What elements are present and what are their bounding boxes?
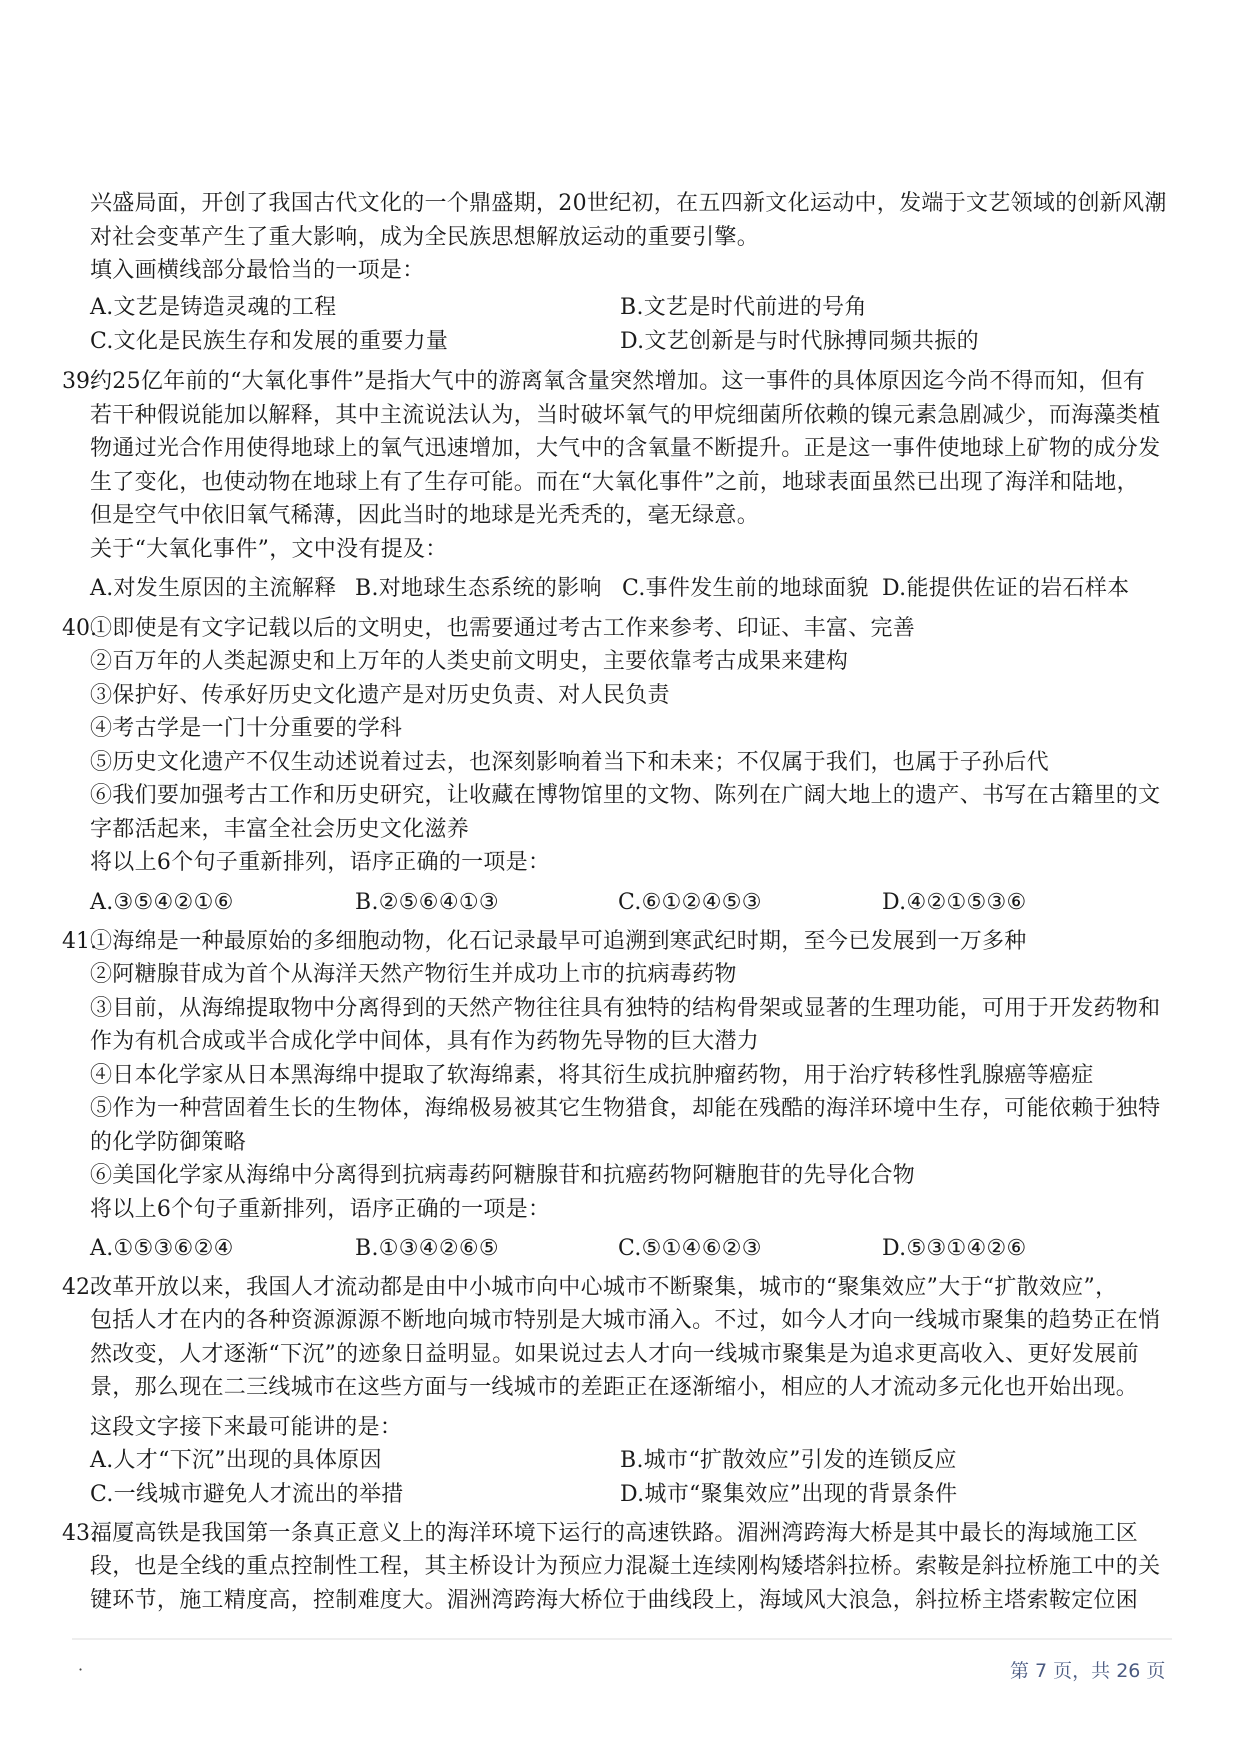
- q42-text-line: 然改变，人才逐渐“下沉”的迹象日益明显。如果说过去人才向一线城市聚集是为追求更高收入、更好发展前: [90, 1342, 1139, 1367]
- q41-option-b: B.①③④②⑥⑤: [355, 1236, 499, 1261]
- q39-text-line: 生了变化，也使动物在地球上有了生存可能。而在“大氧化事件”之前，地球表面虽然已出现了海洋和陆地，: [90, 470, 1139, 495]
- q38-option-d: D.文艺创新是与时代脉搏同频共振的: [620, 329, 979, 354]
- q42-text-line: 改革开放以来，我国人才流动都是由中小城市向中心城市不断聚集，城市的“聚集效应”大于“扩散效应”，: [90, 1275, 1118, 1300]
- footer-divider: [72, 1638, 1172, 1640]
- q39-number: 39.: [62, 369, 97, 394]
- q38-text-line: 兴盛局面，开创了我国古代文化的一个鼎盛期，20世纪初，在五四新文化运动中，发端于文艺领域的创新风潮: [90, 191, 1167, 216]
- q39-text-line: 若干种假说能加以解释，其中主流说法认为，当时破坏氧气的甲烷细菌所依赖的镍元素急剧减少，而海藻类植: [90, 403, 1161, 428]
- q42-prompt: 这段文字接下来最可能讲的是：: [90, 1415, 403, 1440]
- q40-sentence: 字都活起来，丰富全社会历史文化滋养: [90, 817, 470, 842]
- q41-sentence: ①海绵是一种最原始的多细胞动物，化石记录最早可追溯到寒武纪时期，至今已发展到一万多种: [90, 929, 1027, 954]
- q40-prompt: 将以上6个句子重新排列，语序正确的一项是：: [90, 850, 551, 875]
- q40-sentence: ④考古学是一门十分重要的学科: [90, 716, 403, 741]
- q42-number: 42.: [62, 1275, 97, 1300]
- q41-option-c: C.⑤①④⑥②③: [618, 1236, 762, 1261]
- q40-option-d: D.④②①⑤③⑥: [882, 890, 1027, 915]
- q41-sentence: ②阿糖腺苷成为首个从海洋天然产物衍生并成功上市的抗病毒药物: [90, 962, 737, 987]
- q41-sentence: ⑤作为一种营固着生长的生物体，海绵极易被其它生物猎食，却能在残酷的海洋环境中生存，可能依赖于独特: [90, 1096, 1161, 1121]
- q42-option-b: B.城市“扩散效应”引发的连锁反应: [620, 1448, 957, 1473]
- q41-sentence: 作为有机合成或半合成化学中间体，具有作为药物先导物的巨大潜力: [90, 1029, 760, 1054]
- q43-text-line: 键环节，施工精度高，控制难度大。湄洲湾跨海大桥位于曲线段上，海域风大浪急，斜拉桥主塔索鞍定位困: [90, 1588, 1139, 1613]
- q41-prompt: 将以上6个句子重新排列，语序正确的一项是：: [90, 1197, 551, 1222]
- q40-sentence: ⑥我们要加强考古工作和历史研究，让收藏在博物馆里的文物、陈列在广阔大地上的遗产、书写在古籍里的文: [90, 783, 1161, 808]
- q40-option-a: A.③⑤④②①⑥: [90, 890, 234, 915]
- q41-option-d: D.⑤③①④②⑥: [882, 1236, 1027, 1261]
- q40-option-b: B.②⑤⑥④①③: [355, 890, 499, 915]
- q43-text-line: 段，也是全线的重点控制性工程，其主桥设计为预应力混凝土连续刚构矮塔斜拉桥。索鞍是斜拉桥施工中的关: [90, 1554, 1161, 1579]
- q39-text-line: 物通过光合作用使得地球上的氧气迅速增加，大气中的含氧量不断提升。正是这一事件使地球上矿物的成分发: [90, 436, 1161, 461]
- q38-option-b: B.文艺是时代前进的号角: [620, 295, 867, 320]
- page-number: 第 7 页，共 26 页: [1010, 1660, 1166, 1682]
- q38-prompt: 填入画横线部分最恰当的一项是：: [90, 258, 425, 283]
- q43-number: 43.: [62, 1521, 97, 1546]
- q42-option-c: C.一线城市避免人才流出的举措: [90, 1482, 404, 1507]
- q39-option-c: C.事件发生前的地球面貌: [622, 576, 869, 601]
- q39-prompt: 关于“大氧化事件”，文中没有提及：: [90, 537, 448, 562]
- q40-sentence: ①即使是有文字记载以后的文明史，也需要通过考古工作来参考、印证、丰富、完善: [90, 616, 916, 641]
- q38-text-line: 对社会变革产生了重大影响，成为全民族思想解放运动的重要引擎。: [90, 225, 760, 250]
- q40-number: 40.: [62, 616, 97, 641]
- q40-sentence: ③保护好、传承好历史文化遗产是对历史负责、对人民负责: [90, 683, 670, 708]
- q41-number: 41.: [62, 929, 97, 954]
- q40-sentence: ②百万年的人类起源史和上万年的人类史前文明史，主要依靠考古成果来建构: [90, 649, 849, 674]
- q41-sentence: 的化学防御策略: [90, 1130, 247, 1155]
- q39-text-line: 约25亿年前的“大氧化事件”是指大气中的游离氧含量突然增加。这一事件的具体原因迄今尚不得而知，但有: [90, 369, 1146, 394]
- q42-text-line: 包括人才在内的各种资源源源不断地向城市特别是大城市涌入。不过，如今人才向一线城市聚集的趋势正在悄: [90, 1308, 1161, 1333]
- q39-option-a: A.对发生原因的主流解释: [90, 576, 337, 601]
- q43-text-line: 福厦高铁是我国第一条真正意义上的海洋环境下运行的高速铁路。湄洲湾跨海大桥是其中最长的海域施工区: [90, 1521, 1139, 1546]
- q41-sentence: ④日本化学家从日本黑海绵中提取了软海绵素，将其衍生成抗肿瘤药物，用于治疗转移性乳腺癌等癌症: [90, 1063, 1094, 1088]
- q40-sentence: ⑤历史文化遗产不仅生动述说着过去，也深刻影响着当下和未来；不仅属于我们，也属于子孙后代: [90, 750, 1049, 775]
- q41-option-a: A.①⑤③⑥②④: [90, 1236, 234, 1261]
- q39-option-d: D.能提供佐证的岩石样本: [882, 576, 1130, 601]
- q39-option-b: B.对地球生态系统的影响: [355, 576, 602, 601]
- q42-text-line: 景，那么现在二三线城市在这些方面与一线城市的差距正在逐渐缩小，相应的人才流动多元化也开始出现。: [90, 1375, 1139, 1400]
- q42-option-a: A.人才“下沉”出现的具体原因: [90, 1448, 382, 1473]
- q39-text-line: 但是空气中依旧氧气稀薄，因此当时的地球是光秃秃的，毫无绿意。: [90, 503, 760, 528]
- q41-sentence: ③目前，从海绵提取物中分离得到的天然产物往往具有独特的结构骨架或显著的生理功能，可用于开发药物和: [90, 996, 1161, 1021]
- q42-option-d: D.城市“聚集效应”出现的背景条件: [620, 1482, 958, 1507]
- q38-option-c: C.文化是民族生存和发展的重要力量: [90, 329, 449, 354]
- q41-sentence: ⑥美国化学家从海绵中分离得到抗病毒药阿糖腺苷和抗癌药物阿糖胞苷的先导化合物: [90, 1163, 916, 1188]
- q38-option-a: A.文艺是铸造灵魂的工程: [90, 295, 337, 320]
- q40-option-c: C.⑥①②④⑤③: [618, 890, 762, 915]
- footer-mark: ·: [78, 1660, 84, 1679]
